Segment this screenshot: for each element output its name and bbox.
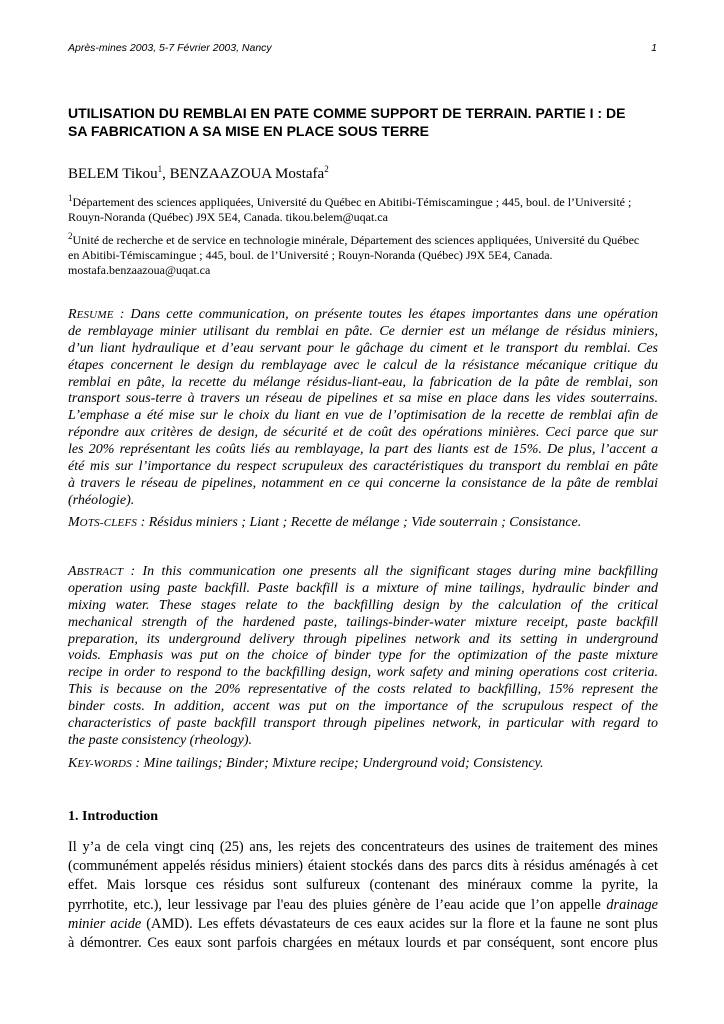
paper-title [68, 104, 660, 140]
key-words [68, 756, 658, 773]
abstract-line: characteristics of paste backfill transport through pipelines network, in particular with regard to [68, 716, 658, 732]
abstract-line: mixing water. These stages relate to the backfilling design by the calculation of the critical [68, 597, 658, 613]
section-heading-introduction: 1. Introduction [68, 809, 158, 824]
affiliation-1 [68, 195, 660, 225]
abstract-line: mechanical strength of the hardened paste, tailings-binder-water mixture receipt, paste backfill [68, 614, 658, 630]
abstract-line: operation using paste backfill. Paste backfill is a mixture of mine tailings, hydraulic binder and [68, 580, 658, 596]
page-number: 1 [651, 42, 657, 54]
resume-paragraph [68, 307, 658, 510]
resume-line: été mis sur l’importance du respect scrupuleux des caractéristiques du transport du remblai en pâte [68, 459, 658, 475]
key-words-text: : Mine tailings; Binder; Mixture recipe; Underground void; Consistency. [131, 756, 544, 771]
resume-line: étapes concernent le design du remblayage avec le calcul de la résistance mécanique critique du [68, 357, 658, 373]
affiliation-2-line-1: Unité de recherche et de service en technologie minérale, Département des sciences appliquées, Université du Québec [72, 233, 640, 247]
abstract-paragraph [68, 564, 658, 750]
resume-line: remblai en pâte, la recette du mélange résidus-liant-eau, la fabrication de la pâte de remblai, son [68, 374, 658, 390]
running-header [68, 42, 657, 58]
affiliation-1-mark: 1 [68, 193, 73, 203]
resume-line: transport sous-terre à travers un réseau de pipelines et sa mise en place dans les vides souterrains. [68, 391, 658, 407]
key-words-label: EY-WORDS [77, 758, 132, 770]
abstract-line: binder costs. In addition, accent was put on the importance of the scrupulous respect of the [68, 699, 658, 715]
mots-clefs-text: : Résidus miniers ; Liant ; Recette de mélange ; Vide souterrain ; Consistance. [137, 515, 582, 530]
resume-line: : Dans cette communication, on présente toutes les étapes importantes dans une opération [113, 307, 658, 322]
title-line-2: SA FABRICATION A SA MISE EN PLACE SOUS TERRE [68, 123, 429, 139]
authors [68, 166, 329, 183]
affiliation-2-mark: 2 [68, 231, 73, 241]
mots-clefs [68, 515, 658, 532]
resume-line: L’emphase a été mise sur le choix du liant en vue de l’optimisation de la recette de remblai afin de [68, 408, 658, 424]
mots-clefs-label: OTS-CLEFS [79, 517, 138, 529]
introduction-line: effet. Mais lorsque ces résidus sont sulfureux (contenant des minéraux comme la pyrite, la [68, 877, 658, 894]
affiliation-2-line-2: en Abitibi-Témiscamingue ; 445, boul. de l’Université ; Rouyn-Noranda (Québec) J9X 5E4, Canada. [68, 248, 553, 262]
affiliation-1-line-1: Département des sciences appliquées, Université du Québec en Abitibi-Témiscamingue ; 445, boul. de l’Université ; [72, 195, 632, 209]
key-words-label-initial: K [68, 756, 78, 771]
resume-label-initial: R [68, 307, 77, 322]
resume-line: répondre aux critères de design, de sécurité et de coût des opérations minières. Ceci parce que sur [68, 425, 658, 441]
abstract-label: BSTRACT [76, 566, 124, 578]
abstract-line: This is because on the 20% representative of the costs related to backfilling, 15% represent the [68, 682, 658, 698]
affiliation-1-line-2: Rouyn-Noranda (Québec) J9X 5E4, Canada. tikou.belem@uqat.ca [68, 210, 388, 224]
resume-line: les 20% représentant les coûts liés au remblayage, la part des liants est de 15%. De plus, l’accent a [68, 442, 658, 458]
abstract-line: : In this communication one presents all the significant stages during mine backfilling [123, 564, 658, 579]
introduction-term-italic: minier acide [68, 915, 142, 932]
introduction-line-part: (AMD). Les effets dévastateurs de ces eaux acides sur la flore et la faune ne sont plus [141, 915, 658, 932]
affiliation-2 [68, 233, 660, 278]
introduction-line: (communément appelés résidus miniers) étaient stockés dans des parcs dits à résidus aménagés à cet [68, 858, 658, 875]
abstract-line: preparation, its underground delivery through pipelines network and its setting in underground [68, 631, 658, 647]
resume-label: ESUME [76, 309, 114, 321]
abstract-label-initial: A [68, 564, 77, 579]
introduction-term-italic: drainage [606, 896, 658, 913]
resume-line: (rhéologie). [68, 492, 135, 508]
resume-line: d’un liant hydraulique et d’eau servant pour le gâchage du ciment et le transport du remblai. Ces [68, 340, 658, 356]
abstract-line: voids. Emphasis was put on the choice of binder type for the optimization of the paste mixture [68, 648, 658, 664]
abstract-line: the paste consistency (rheology). [68, 732, 253, 748]
author-2-affiliation-mark: 2 [324, 164, 329, 174]
author-separator: , [162, 166, 170, 182]
author-1: BELEM Tikou [68, 166, 158, 182]
introduction-line-part: pyrrhotite, etc.), leur lessivage par l'eau des pluies génère de l’eau acide que l’on appelle [68, 896, 607, 913]
introduction-line: Il y’a de cela vingt cinq (25) ans, les rejets des concentrateurs des usines de traitement des mines [68, 839, 658, 855]
resume-line: à travers le réseau de pipelines, notamment en ce qui concerne la consistance de la pâte de remblai [68, 475, 658, 491]
mots-clefs-label-initial: M [68, 515, 80, 530]
title-line-1: UTILISATION DU REMBLAI EN PATE COMME SUPPORT DE TERRAIN. PARTIE I : DE [68, 105, 626, 121]
introduction-paragraph [68, 838, 658, 953]
author-1-affiliation-mark: 1 [157, 164, 163, 174]
conference-info: Après-mines 2003, 5-7 Février 2003, Nancy [68, 42, 272, 54]
introduction-line: à démontrer. Ces eaux sont parfois chargées en métaux lourds et par conséquent, sont encore plus [68, 934, 658, 951]
resume-line: de remblayage minier utilisant du remblai en pâte. Ce dernier est un mélange de résidus miniers, [68, 323, 658, 339]
abstract-line: recipe in order to respond to the backfilling design, work safety and mining operations cost criteria. [68, 665, 658, 681]
author-2: BENZAAZOUA Mostafa [169, 166, 325, 182]
affiliation-2-line-3: mostafa.benzaazoua@uqat.ca [68, 263, 211, 277]
